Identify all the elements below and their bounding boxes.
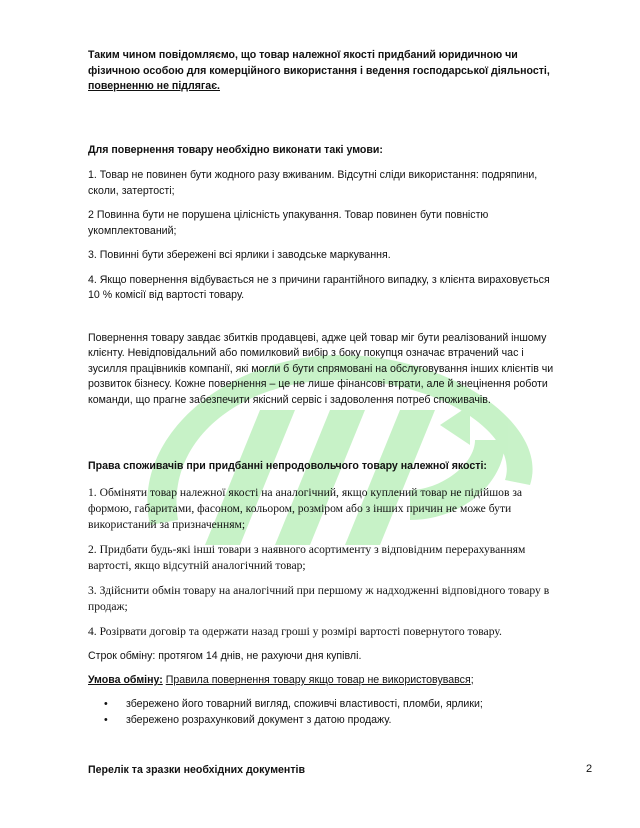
documents-heading: Перелік та зразки необхідних документів (88, 763, 305, 776)
list-item (88, 697, 560, 713)
list-item-text: збережено розрахунковий документ з датою продажу. (126, 714, 392, 726)
exchange-condition-list (88, 697, 560, 729)
rights-item: 1. Обміняти товар належної якості на аналогічний, якщо куплений товар не підійшов за формою, габаритами, фасоном, кольором, розміром або з інших причин не може бути використаний за призначенням; (88, 485, 523, 531)
conditions-heading: Для повернення товару необхідно виконати такі умови: (88, 143, 383, 156)
return-rules-link[interactable]: Правила повернення товару якщо товар не використовувався (165, 674, 471, 686)
condition-item: 3. Повинні бути збережені всі ярлики і заводське маркування. (88, 249, 391, 261)
rights-item: 2. Придбати будь-які інші товари з наявного асортименту з відповідним перерахуванням вартості, якщо відсутній аналогічний товар; (88, 542, 526, 572)
list-item-text: збережено його товарний вигляд, споживчі властивості, пломби, ярлики; (126, 697, 483, 710)
rights-heading: Права споживачів при придбанні непродовольчого товару належної якості: (88, 460, 487, 472)
exchange-condition-label: Умова обміну: (88, 674, 163, 686)
rights-item: 4. Розірвати договір та одержати назад гроші у розмірі вартості повернутого товару. (88, 624, 502, 638)
damage-paragraph: Повернення товару завдає збитків продавцеві, адже цей товар міг бути реалізований іншому клієнту. Невідповідальний або помилковий вибір з боку покупця означає втрачений час і зусилля працівників компанії, які могли б бути спрямовані на обслуговування інших клієнтів чи розвиток бізнесу. Кожне повернення – це не лише фінансові втрати, але й знецінення роботи команди, що прагне забезпечити якісний сервіс і задоволення потреб споживачів. (88, 331, 554, 406)
page-number: 2 (586, 763, 593, 775)
exchange-condition (88, 673, 560, 689)
intro-no-return-text: поверненню не підлягає. (88, 80, 220, 92)
document-body (88, 48, 560, 778)
condition-item: 2 Повинна бути не порушена цілісність упакування. Товар повинен бути повністю укомплектований; (88, 209, 489, 237)
intro-paragraph (88, 48, 560, 95)
exchange-term: Строк обміну: протягом 14 днів, не рахуючи дня купівлі. (88, 649, 362, 662)
intro-text: Таким чином повідомляємо, що товар належної якості придбаний юридичною чи фізичною особою для комерційного використання і ведення господарської діяльності, (88, 49, 550, 77)
bullet-icon: • (104, 697, 108, 710)
bullet-icon: • (104, 714, 108, 726)
condition-item: 4. Якщо повернення відбувається не з причини гарантійного випадку, з клієнта вираховується 10 % комісії від вартості товару. (88, 273, 550, 301)
rights-item: 3. Здійснити обмін товару на аналогічний при першому ж надходженні відповідного товару в продаж; (88, 583, 550, 613)
condition-item: 1. Товар не повинен бути жодного разу вживаним. Відсутні сліди використання: подряпини, сколи, затертості; (88, 169, 538, 197)
list-item (88, 713, 560, 729)
exchange-condition-suffix: ; (470, 674, 474, 686)
